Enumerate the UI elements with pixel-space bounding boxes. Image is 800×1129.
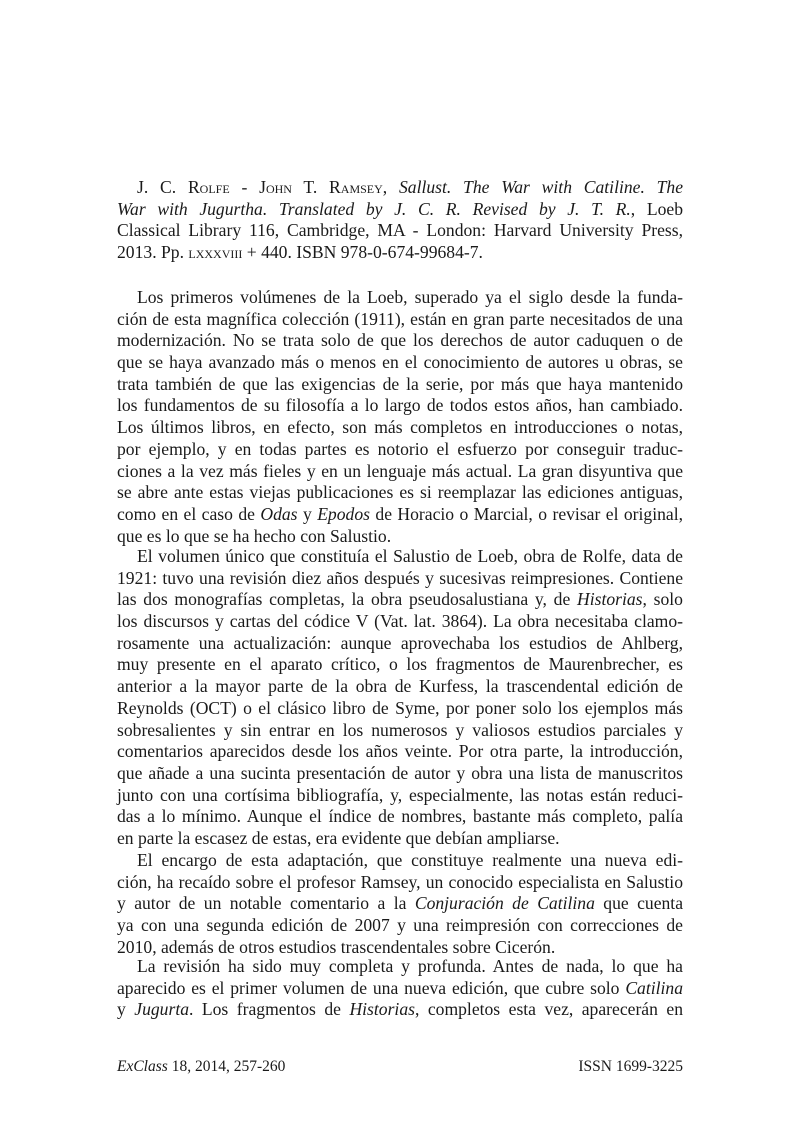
text-line — [117, 915, 683, 937]
text-run: T. — [291, 177, 330, 197]
text-run: , completos esta vez, aparecerán en — [414, 999, 683, 1020]
paragraph-3 — [117, 850, 683, 958]
text-run: y — [117, 999, 135, 1020]
text-line — [117, 806, 683, 828]
text-run: junto con una cortísima bibliografía, y, especialmente, las notas están reduci- — [117, 784, 683, 805]
text-run: 2013. Pp. — [117, 242, 189, 263]
text-run: los fundamentos de su filosofía a lo largo de todos estos años, han cambiado. — [117, 395, 683, 416]
text-line — [117, 177, 683, 199]
text-run: ciones a la vez más fieles y en un lenguaje más actual. La gran disyuntiva que — [117, 460, 683, 481]
text-line — [117, 568, 683, 590]
text-line — [117, 220, 683, 242]
text-run: Los primeros volúmenes de la Loeb, superado ya el siglo desde la funda- — [137, 287, 683, 307]
text-line — [117, 654, 683, 676]
text-run: ción de esta magnífica colección (1911), están en gran parte necesitados de una — [117, 308, 683, 329]
text-run: como en el caso de — [117, 503, 261, 524]
text-run: rosamente una actualización: aunque aprovechaba los estudios de Ahlberg, — [117, 632, 683, 653]
text-run: anterior a la mayor parte de la obra de Kurfess, la trascendental edición de — [117, 676, 683, 697]
text-run: se abre ante estas viejas publicaciones es si reemplazar las ediciones antiguas, — [117, 482, 683, 503]
text-line — [117, 242, 683, 264]
text-line — [117, 589, 683, 611]
text-line — [117, 417, 683, 439]
text-run: muy presente en el aparato crítico, o los fragmentos de Maurenbrecher, es — [117, 654, 683, 675]
text-run: trata también de que las exigencias de la serie, por más que haya mantenido — [117, 373, 683, 394]
small-caps-text: lxxxviii — [188, 242, 243, 263]
text-run: que es lo que se ha hecho con Salustio. — [117, 525, 392, 546]
paragraph-1 — [117, 287, 683, 547]
journal-issue: 18, 2014, 257-260 — [167, 1058, 286, 1075]
text-run: - — [229, 177, 260, 197]
text-line — [117, 461, 683, 483]
italic-text: Odas — [260, 503, 298, 524]
small-caps-text: John — [259, 177, 292, 197]
text-run: y — [297, 503, 318, 524]
text-line — [117, 741, 683, 763]
text-line — [117, 374, 683, 396]
text-run: Classical Library 116, Cambridge, MA - London: Harvard University Press, — [117, 220, 683, 241]
italic-text: Catilina — [625, 977, 683, 998]
italic-text: War with Jugurtha. Translated by J. C. R. Revised by J. T. R. — [117, 198, 631, 219]
footer-issn: ISSN 1699-3225 — [578, 1058, 683, 1075]
text-run: de Horacio o Marcial, o revisar el original, — [369, 503, 684, 524]
text-line — [117, 763, 683, 785]
text-line — [117, 978, 683, 1000]
text-run: , — [382, 177, 399, 197]
text-line — [117, 850, 683, 872]
text-run: das a lo mínimo. Aunque el índice de nombres, bastante más completo, palía — [117, 806, 683, 827]
italic-text: Historias — [577, 589, 643, 610]
journal-name: ExClass — [117, 1058, 168, 1075]
text-run: . Los fragmentos de — [189, 999, 350, 1020]
text-line — [117, 330, 683, 352]
text-run: ción, ha recaído sobre el profesor Ramsey, un conocido especialista en Salustio — [117, 871, 683, 892]
italic-text: Historias — [349, 999, 415, 1020]
text-line — [117, 287, 683, 309]
italic-text: Sallust. The War with Catiline. The — [398, 177, 684, 197]
text-run: J. C. — [137, 177, 188, 197]
text-line — [117, 611, 683, 633]
text-line — [117, 504, 683, 526]
text-run: El volumen único que constituía el Salustio de Loeb, obra de Rolfe, data de — [137, 546, 683, 566]
text-run: + 440. ISBN 978-0-674-99684-7. — [242, 242, 483, 263]
text-line — [117, 633, 683, 655]
paragraph-4 — [117, 956, 683, 1021]
text-run: , Loeb — [630, 198, 683, 219]
text-line — [117, 482, 683, 504]
italic-text: Epodos — [317, 503, 370, 524]
text-run: aparecido es el primer volumen de una nueva edición, que cubre solo — [117, 977, 626, 998]
text-run: los discursos y cartas del códice V (Vat. lat. 3864). La obra necesitaba clamo- — [117, 611, 683, 632]
bibliographic-header — [117, 177, 683, 264]
text-line — [117, 828, 683, 850]
text-line — [117, 698, 683, 720]
text-line — [117, 309, 683, 331]
text-run: La revisión ha sido muy completa y profunda. Antes de nada, lo que ha — [137, 956, 683, 976]
text-run: las dos monografías completas, la obra pseudosalustiana y, de — [117, 589, 578, 610]
text-line — [117, 352, 683, 374]
text-line — [117, 395, 683, 417]
text-run: sobresalientes y sin entrar en los numerosos y valiosos estudios parciales y — [117, 719, 683, 740]
text-run: que se haya avanzado más o menos en el conocimiento de autores u obras, se — [117, 352, 683, 373]
text-run: , solo — [642, 589, 683, 610]
text-run: Reynolds (OCT) o el clásico libro de Syme, por poner solo los ejemplos más — [117, 697, 683, 718]
text-line — [117, 439, 683, 461]
small-caps-text: Rolfe — [187, 177, 230, 197]
text-line — [117, 893, 683, 915]
footer-citation — [117, 1058, 285, 1076]
text-run: El encargo de esta adaptación, que constituye realmente una nueva edi- — [137, 850, 683, 870]
text-run: 2010, además de otros estudios trascendentales sobre Cicerón. — [117, 936, 556, 957]
text-run: ya con una segunda edición de 2007 y una reimpresión con correcciones de — [117, 915, 683, 936]
text-run: que añade a una sucinta presentación de autor y obra una lista de manuscritos — [117, 762, 683, 783]
text-line — [117, 956, 683, 978]
text-line — [117, 676, 683, 698]
italic-text: Jugurta — [134, 999, 190, 1020]
text-line — [117, 999, 683, 1021]
text-line — [117, 199, 683, 221]
text-line — [117, 785, 683, 807]
text-run: que cuenta — [594, 893, 683, 914]
text-run: comentarios aparecidos desde los años veinte. Por otra parte, la introducción, — [117, 741, 683, 762]
text-line — [117, 546, 683, 568]
paragraph-2 — [117, 546, 683, 850]
text-run: y autor de un notable comentario a la — [117, 893, 415, 914]
small-caps-text: Ramsey — [329, 177, 383, 197]
italic-text: Conjuración de Catilina — [414, 893, 595, 914]
text-run: 1921: tuvo una revisión diez años después y sucesivas reimpresiones. Contiene — [117, 567, 683, 588]
text-run: en parte la escasez de estas, era evidente que debían ampliarse. — [117, 827, 560, 848]
text-run: por ejemplo, y en todas partes es notorio el esfuerzo por conseguir traduc- — [117, 438, 683, 459]
text-line — [117, 872, 683, 894]
text-line — [117, 526, 683, 548]
text-line — [117, 720, 683, 742]
text-run: modernización. No se trata solo de que los derechos de autor caduquen o de — [117, 330, 683, 351]
text-run: Los últimos libros, en efecto, son más completos en introducciones o notas, — [117, 417, 683, 438]
